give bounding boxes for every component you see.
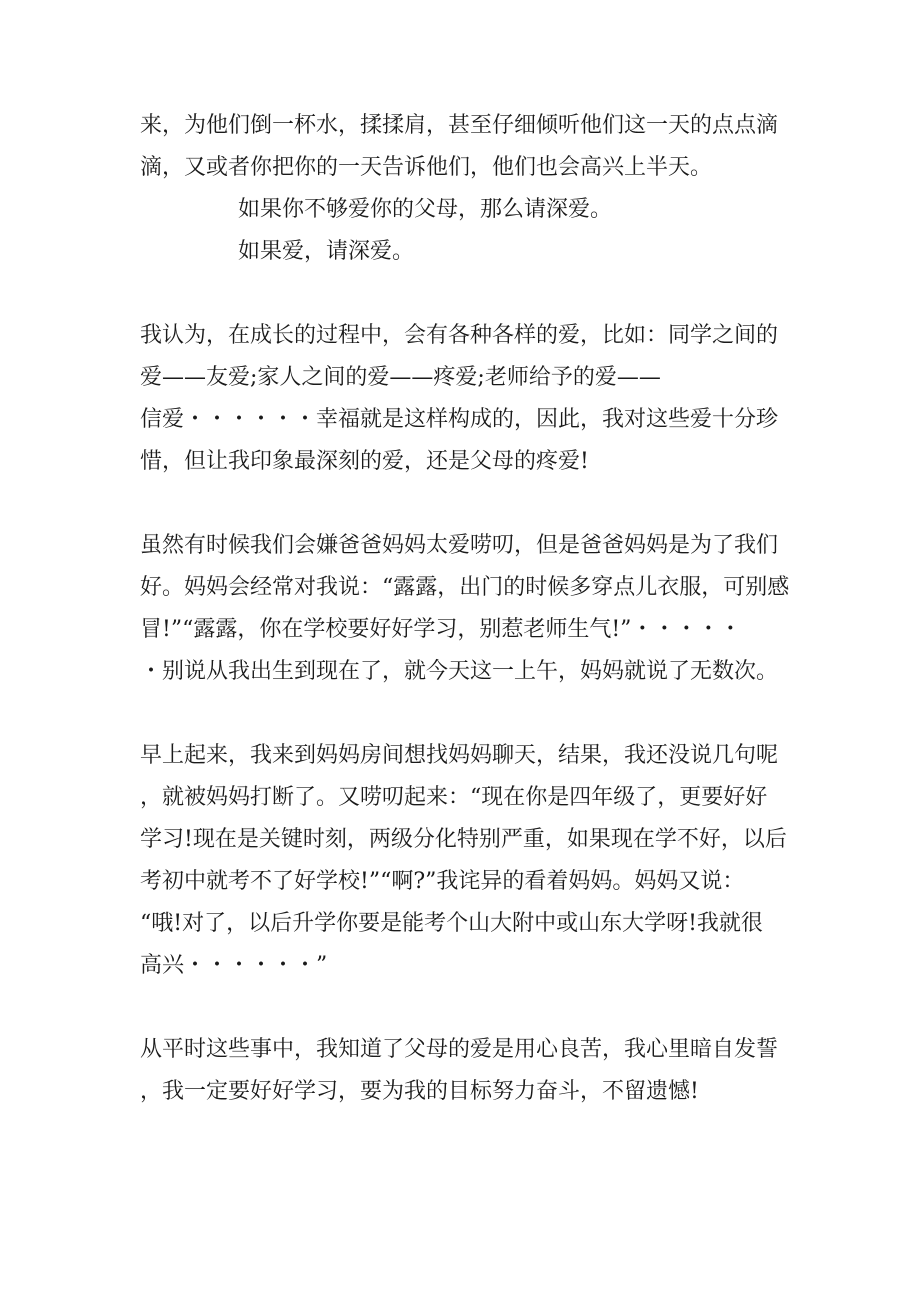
text-line: 高兴・・・・・・” <box>140 953 328 978</box>
text-line: ，就被妈妈打断了。又唠叨起来：“现在你是四年级了，更要好好 <box>140 785 768 810</box>
text-line: 信爱・・・・・・幸福就是这样构成的，因此，我对这些爱十分珍 <box>140 407 779 432</box>
text-line: 我认为，在成长的过程中，会有各种各样的爱，比如：同学之间的 <box>140 323 779 348</box>
text-line: ，我一定要好好学习，要为我的目标努力奋斗，不留遗憾! <box>140 1079 699 1104</box>
indented-text-line: 如果爱，请深爱。 <box>238 239 415 264</box>
text-line: 来，为他们倒一杯水，揉揉肩，甚至仔细倾听他们这一天的点点滴 <box>140 113 779 138</box>
text-line: 滴，又或者你把你的一天告诉他们，他们也会高兴上半天。 <box>140 155 713 180</box>
text-line: 早上起来，我来到妈妈房间想找妈妈聊天，结果，我还没说几句呢 <box>140 743 779 768</box>
text-line: 考初中就考不了好学校!”“啊?”我诧异的看着妈妈。妈妈又说： <box>140 869 745 894</box>
text-line: 学习!现在是关键时刻，两级分化特别严重，如果现在学不好，以后 <box>140 827 787 852</box>
indented-text-line: 如果你不够爱你的父母，那么请深爱。 <box>238 197 613 222</box>
text-line: 惜，但让我印象最深刻的爱，还是父母的疼爱! <box>140 449 589 474</box>
text-line: “哦!对了，以后升学你要是能考个山大附中或山东大学呀!我就很 <box>140 911 763 936</box>
text-line: ・别说从我出生到现在了，就今天这一上午，妈妈就说了无数次。 <box>140 659 779 684</box>
text-line: 从平时这些事中，我知道了父母的爱是用心良苦，我心里暗自发誓 <box>140 1037 779 1062</box>
text-line: 好。妈妈会经常对我说：“露露，出门的时候多穿点儿衣服，可别感 <box>140 575 790 600</box>
text-line: 虽然有时候我们会嫌爸爸妈妈太爱唠叨，但是爸爸妈妈是为了我们 <box>140 533 779 558</box>
text-line: 冒!”“露露，你在学校要好好学习，别惹老师生气!”・・・・・ <box>140 617 742 642</box>
text-line: 爱——友爱;家人之间的爱——疼爱;老师给予的爱—— <box>140 365 661 390</box>
